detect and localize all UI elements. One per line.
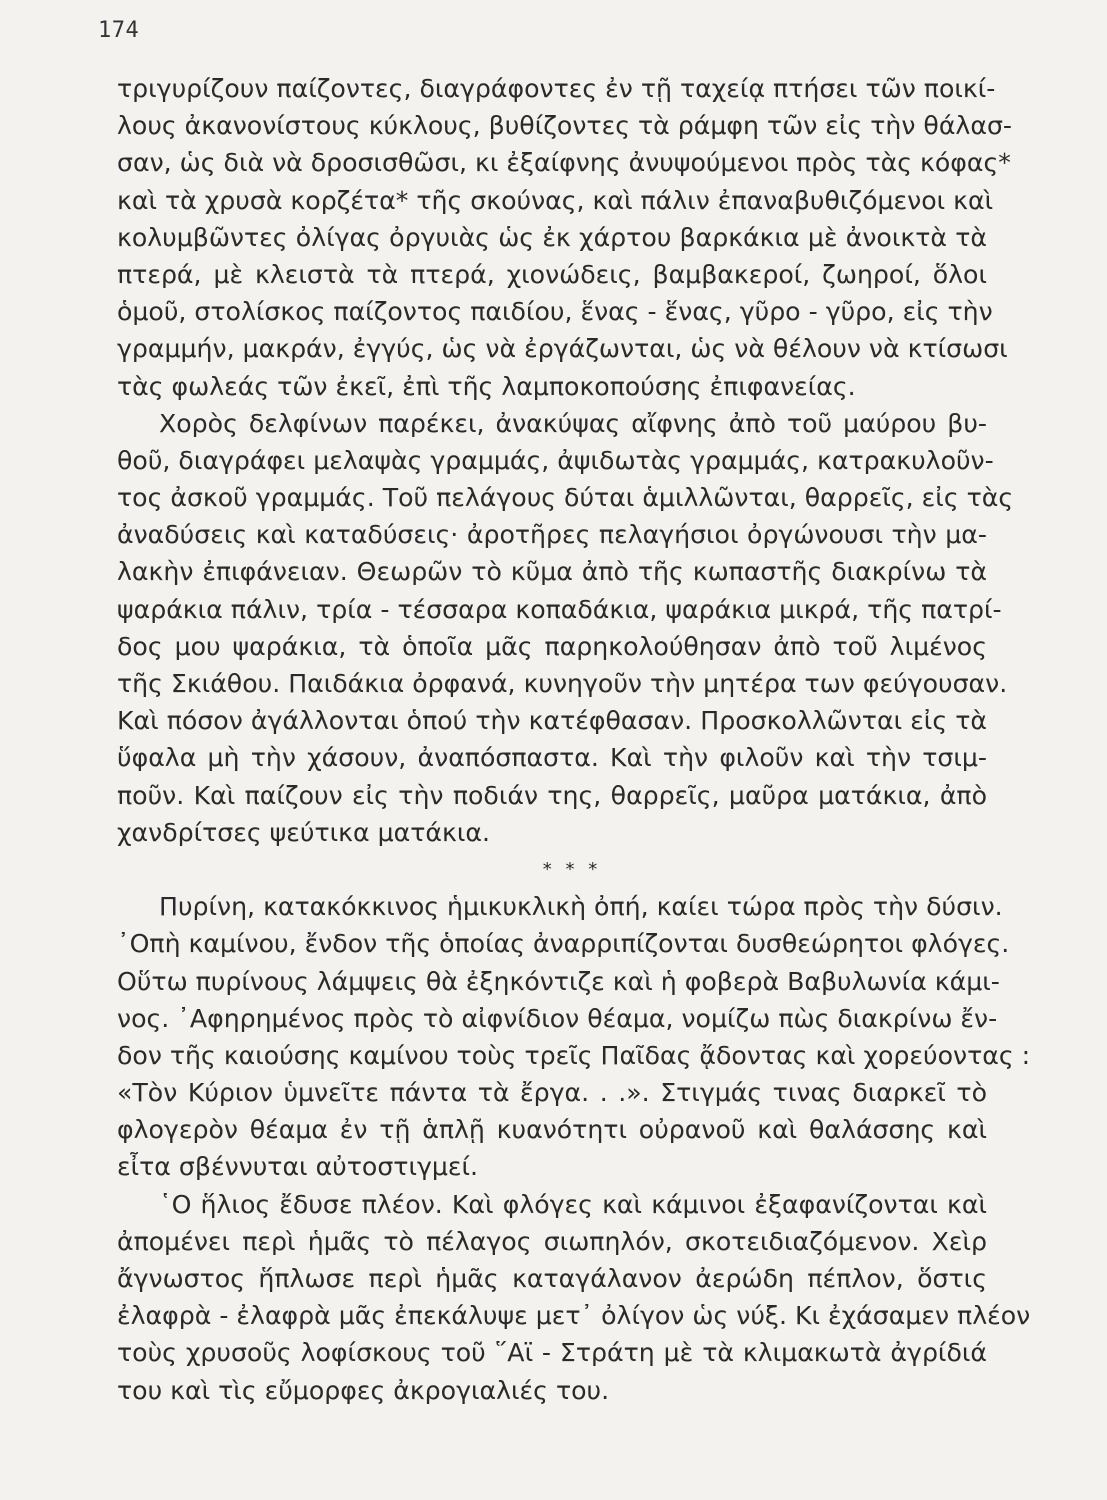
text-line: νος. ᾿Αφηρημένος πρὸς τὸ αἰφνίδιον θέαμα, νομίζω πὼς διακρίνω ἔν- — [117, 1003, 998, 1033]
text-line: του καὶ τὶς εὔμορφες ἀκρογιαλιές του. — [117, 1375, 610, 1405]
text-line: δος μου ψαράκια, τὰ ὁποῖα μᾶς παρηκολούθησαν ἀπὸ τοῦ λιμένος — [117, 631, 987, 661]
text-line: τος ἀσκοῦ γραμμάς. Τοῦ πελάγους δύται ἁμιλλῶνται, θαρρεῖς, εἰς τὰς — [117, 483, 1014, 513]
text-line: τοὺς χρυσοῦς λοφίσκους τοῦ ῞Αϊ - Στράτη μὲ τὰ κλιμακωτὰ ἀγρίδιά — [117, 1338, 987, 1368]
text-line: ποῦν. Καὶ παίζουν εἰς τὴν ποδιάν της, θαρρεῖς, μαῦρα ματάκια, ἀπὸ — [117, 780, 987, 810]
text-line: κολυμβῶντες ὀλίγας ὀργυιὰς ὡς ἐκ χάρτου βαρκάκια μὲ ἀνοικτὰ τὰ — [117, 222, 987, 252]
text-line: τῆς Σκιάθου. Παιδάκια ὀρφανά, κυνηγοῦν τὴν μητέρα των φεύγουσαν. — [117, 669, 1008, 698]
text-line: ᾿Οπὴ καμίνου, ἔνδον τῆς ὁποίας ἀναρριπίζονται δυσθεώρητοι φλόγες. — [117, 929, 1010, 959]
text-line: ἀναδύσεις καὶ καταδύσεις· ἀροτῆρες πελαγήσιοι ὀργώνουσι τὴν μα- — [117, 520, 987, 550]
text-line: Χορὸς δελφίνων παρέκει, ἀνακύψας αἴφνης ἀπὸ τοῦ μαύρου βυ- — [159, 408, 987, 438]
text-line: λακὴν ἐπιφάνειαν. Θεωρῶν τὸ κῦμα ἀπὸ τῆς κωπαστῆς διακρίνω τὰ — [117, 557, 987, 587]
section-separator: * * * — [542, 858, 602, 880]
paragraph-2 — [117, 405, 1014, 851]
text-line: τὰς φωλεάς τῶν ἐκεῖ, ἐπὶ τῆς λαμποκοπούσης ἐπιφανείας. — [117, 371, 856, 401]
text-line: σαν, ὡς διὰ νὰ δροσισθῶσι, κι ἐξαίφνης ἀνυψούμενοι πρὸς τὰς κόφας* — [117, 148, 1011, 178]
paragraph-1 — [117, 70, 1012, 405]
text-line: Καὶ πόσον ἀγάλλονται ὁπού τὴν κατέφθασαν. Προσκολλῶνται εἰς τὰ — [117, 706, 987, 736]
body-text — [117, 70, 1031, 1409]
text-line: δον τῆς καιούσης καμίνου τοὺς τρεῖς Παῖδας ᾄδοντας καὶ χορεύοντας : — [117, 1040, 1031, 1070]
paragraph-3 — [117, 888, 1031, 1186]
text-line: ἐλαφρὰ - ἐλαφρὰ μᾶς ἐπεκάλυψε μετ᾿ ὀλίγον ὡς νύξ. Κι ἐχάσαμεν πλέον — [117, 1301, 1031, 1331]
text-line: θοῦ, διαγράφει μελαψὰς γραμμάς, ἀψιδωτὰς γραμμάς, κατρακυλοῦν- — [117, 445, 994, 475]
text-line: πτερά, μὲ κλειστὰ τὰ πτερά, χιονώδεις, βαμβακεροί, ζωηροί, ὅλοι — [117, 259, 987, 289]
text-line: ὕφαλα μὴ τὴν χάσουν, ἀναπόσπαστα. Καὶ τὴν φιλοῦν καὶ τὴν τσιμ- — [117, 743, 987, 773]
text-line: φλογερὸν θέαμα ἐν τῇ ἁπλῇ κυανότητι οὐρανοῦ καὶ θαλάσσης καὶ — [117, 1115, 987, 1145]
text-line: τριγυρίζουν παίζοντες, διαγράφοντες ἐν τῇ ταχείᾳ πτήσει τῶν ποικί- — [117, 74, 996, 103]
paragraph-4 — [117, 1186, 1031, 1409]
text-line: ἄγνωστος ἥπλωσε περὶ ἡμᾶς καταγάλανον ἀερώδη πέπλον, ὅστις — [117, 1264, 987, 1293]
text-line: Πυρίνη, κατακόκκινος ἡμικυκλικὴ ὀπή, καίει τώρα πρὸς τὴν δύσιν. — [159, 892, 1003, 922]
text-line: ψαράκια πάλιν, τρία - τέσσαρα κοπαδάκια, ψαράκια μικρά, τῆς πατρί- — [117, 594, 1002, 624]
text-line: καὶ τὰ χρυσὰ κορζέτα* τῆς σκούνας, καὶ πάλιν ἐπαναβυθιζόμενοι καὶ — [117, 185, 994, 215]
text-line: ῾Ο ἥλιος ἔδυσε πλέον. Καὶ φλόγες καὶ κάμινοι ἐξαφανίζονται καὶ — [159, 1189, 987, 1219]
text-line: ὁμοῦ, στολίσκος παίζοντος παιδίου, ἕνας - ἕνας, γῦρο - γῦρο, εἰς τὴν — [117, 297, 993, 327]
text-line: χανδρίτσες ψεύτικα ματάκια. — [117, 817, 490, 847]
text-line: εἶτα σβέννυται αὐτοστιγμεί. — [117, 1152, 479, 1182]
text-line: λους ἀκανονίστους κύκλους, βυθίζοντες τὰ ράμφη τῶν εἰς τὴν θάλασ- — [117, 111, 1012, 141]
text-line: γραμμήν, μακράν, ἐγγύς, ὡς νὰ ἐργάζωνται, ὡς νὰ θέλουν νὰ κτίσωσι — [117, 334, 1008, 364]
page-number: 174 — [98, 18, 140, 43]
text-line: «Τὸν Κύριον ὑμνεῖτε πάντα τὰ ἔργα. . .». Στιγμάς τινας διαρκεῖ τὸ — [117, 1078, 987, 1108]
text-line: ἀπομένει περὶ ἡμᾶς τὸ πέλαγος σιωπηλόν, σκοτειδιαζόμενον. Χεὶρ — [117, 1226, 987, 1256]
text-line: Οὕτω πυρίνους λάμψεις θὰ ἐξηκόντιζε καὶ ἡ φοβερὰ Βαβυλωνία κάμι- — [117, 966, 1000, 996]
